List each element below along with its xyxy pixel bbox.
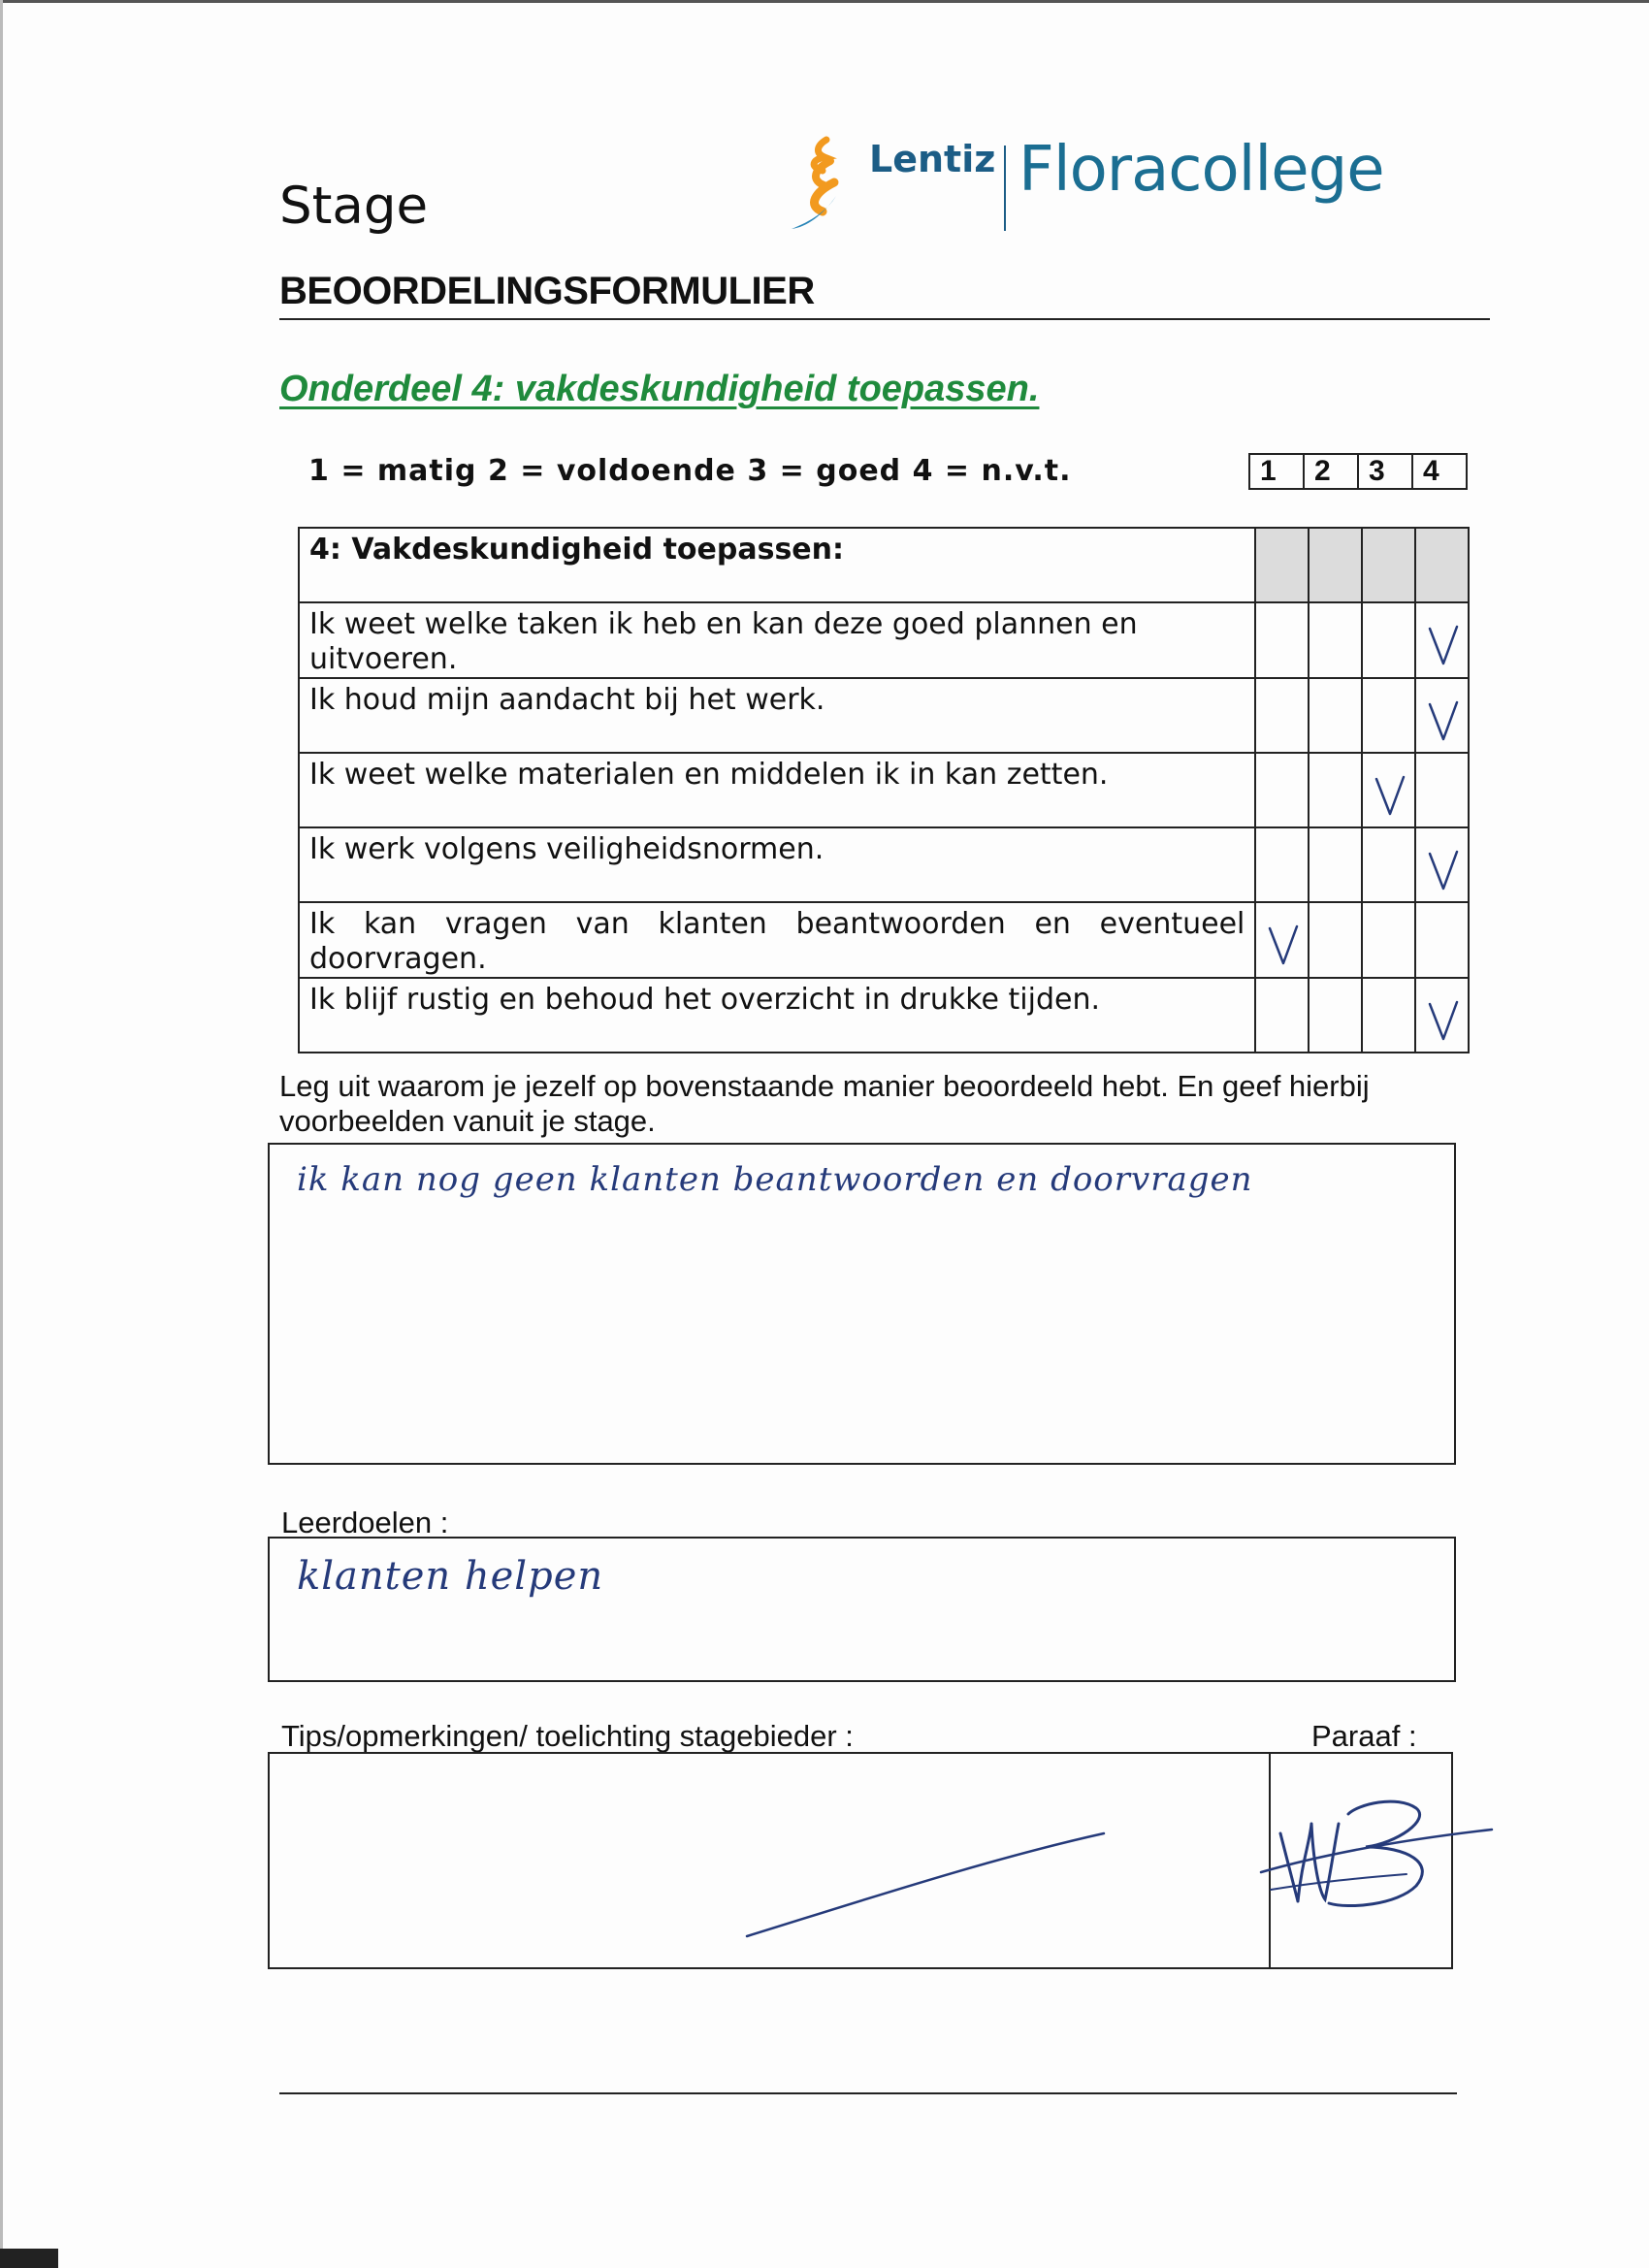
criterion-text: Ik werk volgens veiligheidsnormen. bbox=[299, 827, 1255, 902]
scale-col-2: 2 bbox=[1303, 455, 1357, 488]
header-cell-2 bbox=[1309, 528, 1362, 602]
scale-col-1: 1 bbox=[1260, 455, 1277, 487]
rating-cell-3[interactable] bbox=[1362, 678, 1415, 753]
rating-cell-3[interactable] bbox=[1362, 827, 1415, 902]
criteria-row bbox=[299, 978, 1469, 1053]
rating-cell-4[interactable] bbox=[1415, 678, 1469, 753]
page-left-edge bbox=[0, 0, 3, 2268]
lentiz-floracollege-logo bbox=[788, 132, 1389, 239]
criteria-header-row bbox=[299, 528, 1469, 602]
rating-cell-1[interactable] bbox=[1255, 678, 1309, 753]
scale-col-4: 4 bbox=[1411, 455, 1466, 488]
criteria-table bbox=[298, 527, 1470, 1053]
rating-cell-2[interactable] bbox=[1309, 902, 1362, 978]
leerdoelen-handwritten-answer: klanten helpen bbox=[297, 1554, 604, 1599]
rating-cell-4[interactable] bbox=[1415, 827, 1469, 902]
title-rule bbox=[279, 318, 1490, 320]
check-mark-icon bbox=[1424, 621, 1463, 669]
check-mark-icon bbox=[1424, 846, 1463, 894]
criterion-text: Ik blijf rustig en behoud het overzicht in drukke tijden. bbox=[299, 978, 1255, 1053]
rating-cell-3[interactable] bbox=[1362, 602, 1415, 678]
rating-cell-2[interactable] bbox=[1309, 602, 1362, 678]
criterion-text: Ik kan vragen van klanten beantwoorden en eventueel doorvragen. bbox=[299, 902, 1255, 978]
page-top-edge bbox=[0, 0, 1649, 3]
rating-cell-2[interactable] bbox=[1309, 678, 1362, 753]
paraaf-label: Paraaf : bbox=[1311, 1719, 1417, 1753]
scale-col-3: 3 bbox=[1357, 455, 1411, 488]
scan-corner-mark bbox=[0, 2249, 58, 2268]
criteria-row bbox=[299, 678, 1469, 753]
explanation-prompt: Leg uit waarom je jezelf op bovenstaande manier beoordeeld hebt. En geef hierbij voorbeelden vanuit je stage. bbox=[279, 1069, 1370, 1138]
rating-cell-1[interactable] bbox=[1255, 827, 1309, 902]
logo-divider bbox=[1004, 146, 1006, 231]
rating-cell-4[interactable] bbox=[1415, 978, 1469, 1053]
lentiz-flame-icon bbox=[788, 132, 865, 239]
rating-cell-2[interactable] bbox=[1309, 978, 1362, 1053]
stage-title: Stage bbox=[279, 177, 429, 236]
rating-cell-4[interactable] bbox=[1415, 753, 1469, 827]
check-mark-icon bbox=[1424, 697, 1463, 745]
criteria-row bbox=[299, 753, 1469, 827]
criteria-row bbox=[299, 827, 1469, 902]
criteria-header: 4: Vakdeskundigheid toepassen: bbox=[299, 528, 1255, 602]
rating-cell-3[interactable] bbox=[1362, 978, 1415, 1053]
check-mark-icon bbox=[1371, 771, 1409, 820]
criteria-row bbox=[299, 602, 1469, 678]
header-cell-3 bbox=[1362, 528, 1415, 602]
form-title: BEOORDELINGSFORMULIER bbox=[279, 270, 815, 312]
check-mark-icon bbox=[1424, 996, 1463, 1045]
scale-header-boxes bbox=[1248, 453, 1468, 490]
rating-cell-1[interactable] bbox=[1255, 978, 1309, 1053]
criterion-text: Ik weet welke taken ik heb en kan deze goed plannen en uitvoeren. bbox=[299, 602, 1255, 678]
explanation-handwritten-answer: ik kan nog geen klanten beantwoorden en doorvragen bbox=[297, 1160, 1253, 1199]
rating-cell-1[interactable] bbox=[1255, 753, 1309, 827]
signature-mark bbox=[1251, 1785, 1504, 1940]
criteria-row bbox=[299, 902, 1469, 978]
pen-stroke-mark bbox=[737, 1814, 1125, 1950]
check-mark-icon bbox=[1264, 921, 1303, 969]
lentiz-wordmark: Lentiz bbox=[869, 138, 996, 180]
rating-cell-2[interactable] bbox=[1309, 753, 1362, 827]
rating-cell-3[interactable] bbox=[1362, 902, 1415, 978]
tips-label: Tips/opmerkingen/ toelichting stagebieder : bbox=[281, 1719, 854, 1753]
footer-rule bbox=[279, 2092, 1457, 2094]
header-cell-4 bbox=[1415, 528, 1469, 602]
rating-cell-4[interactable] bbox=[1415, 902, 1469, 978]
criterion-text: Ik weet welke materialen en middelen ik in kan zetten. bbox=[299, 753, 1255, 827]
scale-legend: 1 = matig 2 = voldoende 3 = goed 4 = n.v.t. bbox=[308, 454, 1072, 488]
floracollege-wordmark: Floracollege bbox=[1018, 134, 1384, 206]
section-heading: Onderdeel 4: vakdeskundigheid toepassen. bbox=[279, 369, 1040, 409]
rating-cell-1[interactable] bbox=[1255, 602, 1309, 678]
rating-cell-1[interactable] bbox=[1255, 902, 1309, 978]
rating-cell-4[interactable] bbox=[1415, 602, 1469, 678]
rating-cell-3[interactable] bbox=[1362, 753, 1415, 827]
criterion-text: Ik houd mijn aandacht bij het werk. bbox=[299, 678, 1255, 753]
rating-cell-2[interactable] bbox=[1309, 827, 1362, 902]
header-cell-1 bbox=[1255, 528, 1309, 602]
leerdoelen-label: Leerdoelen : bbox=[281, 1506, 449, 1539]
